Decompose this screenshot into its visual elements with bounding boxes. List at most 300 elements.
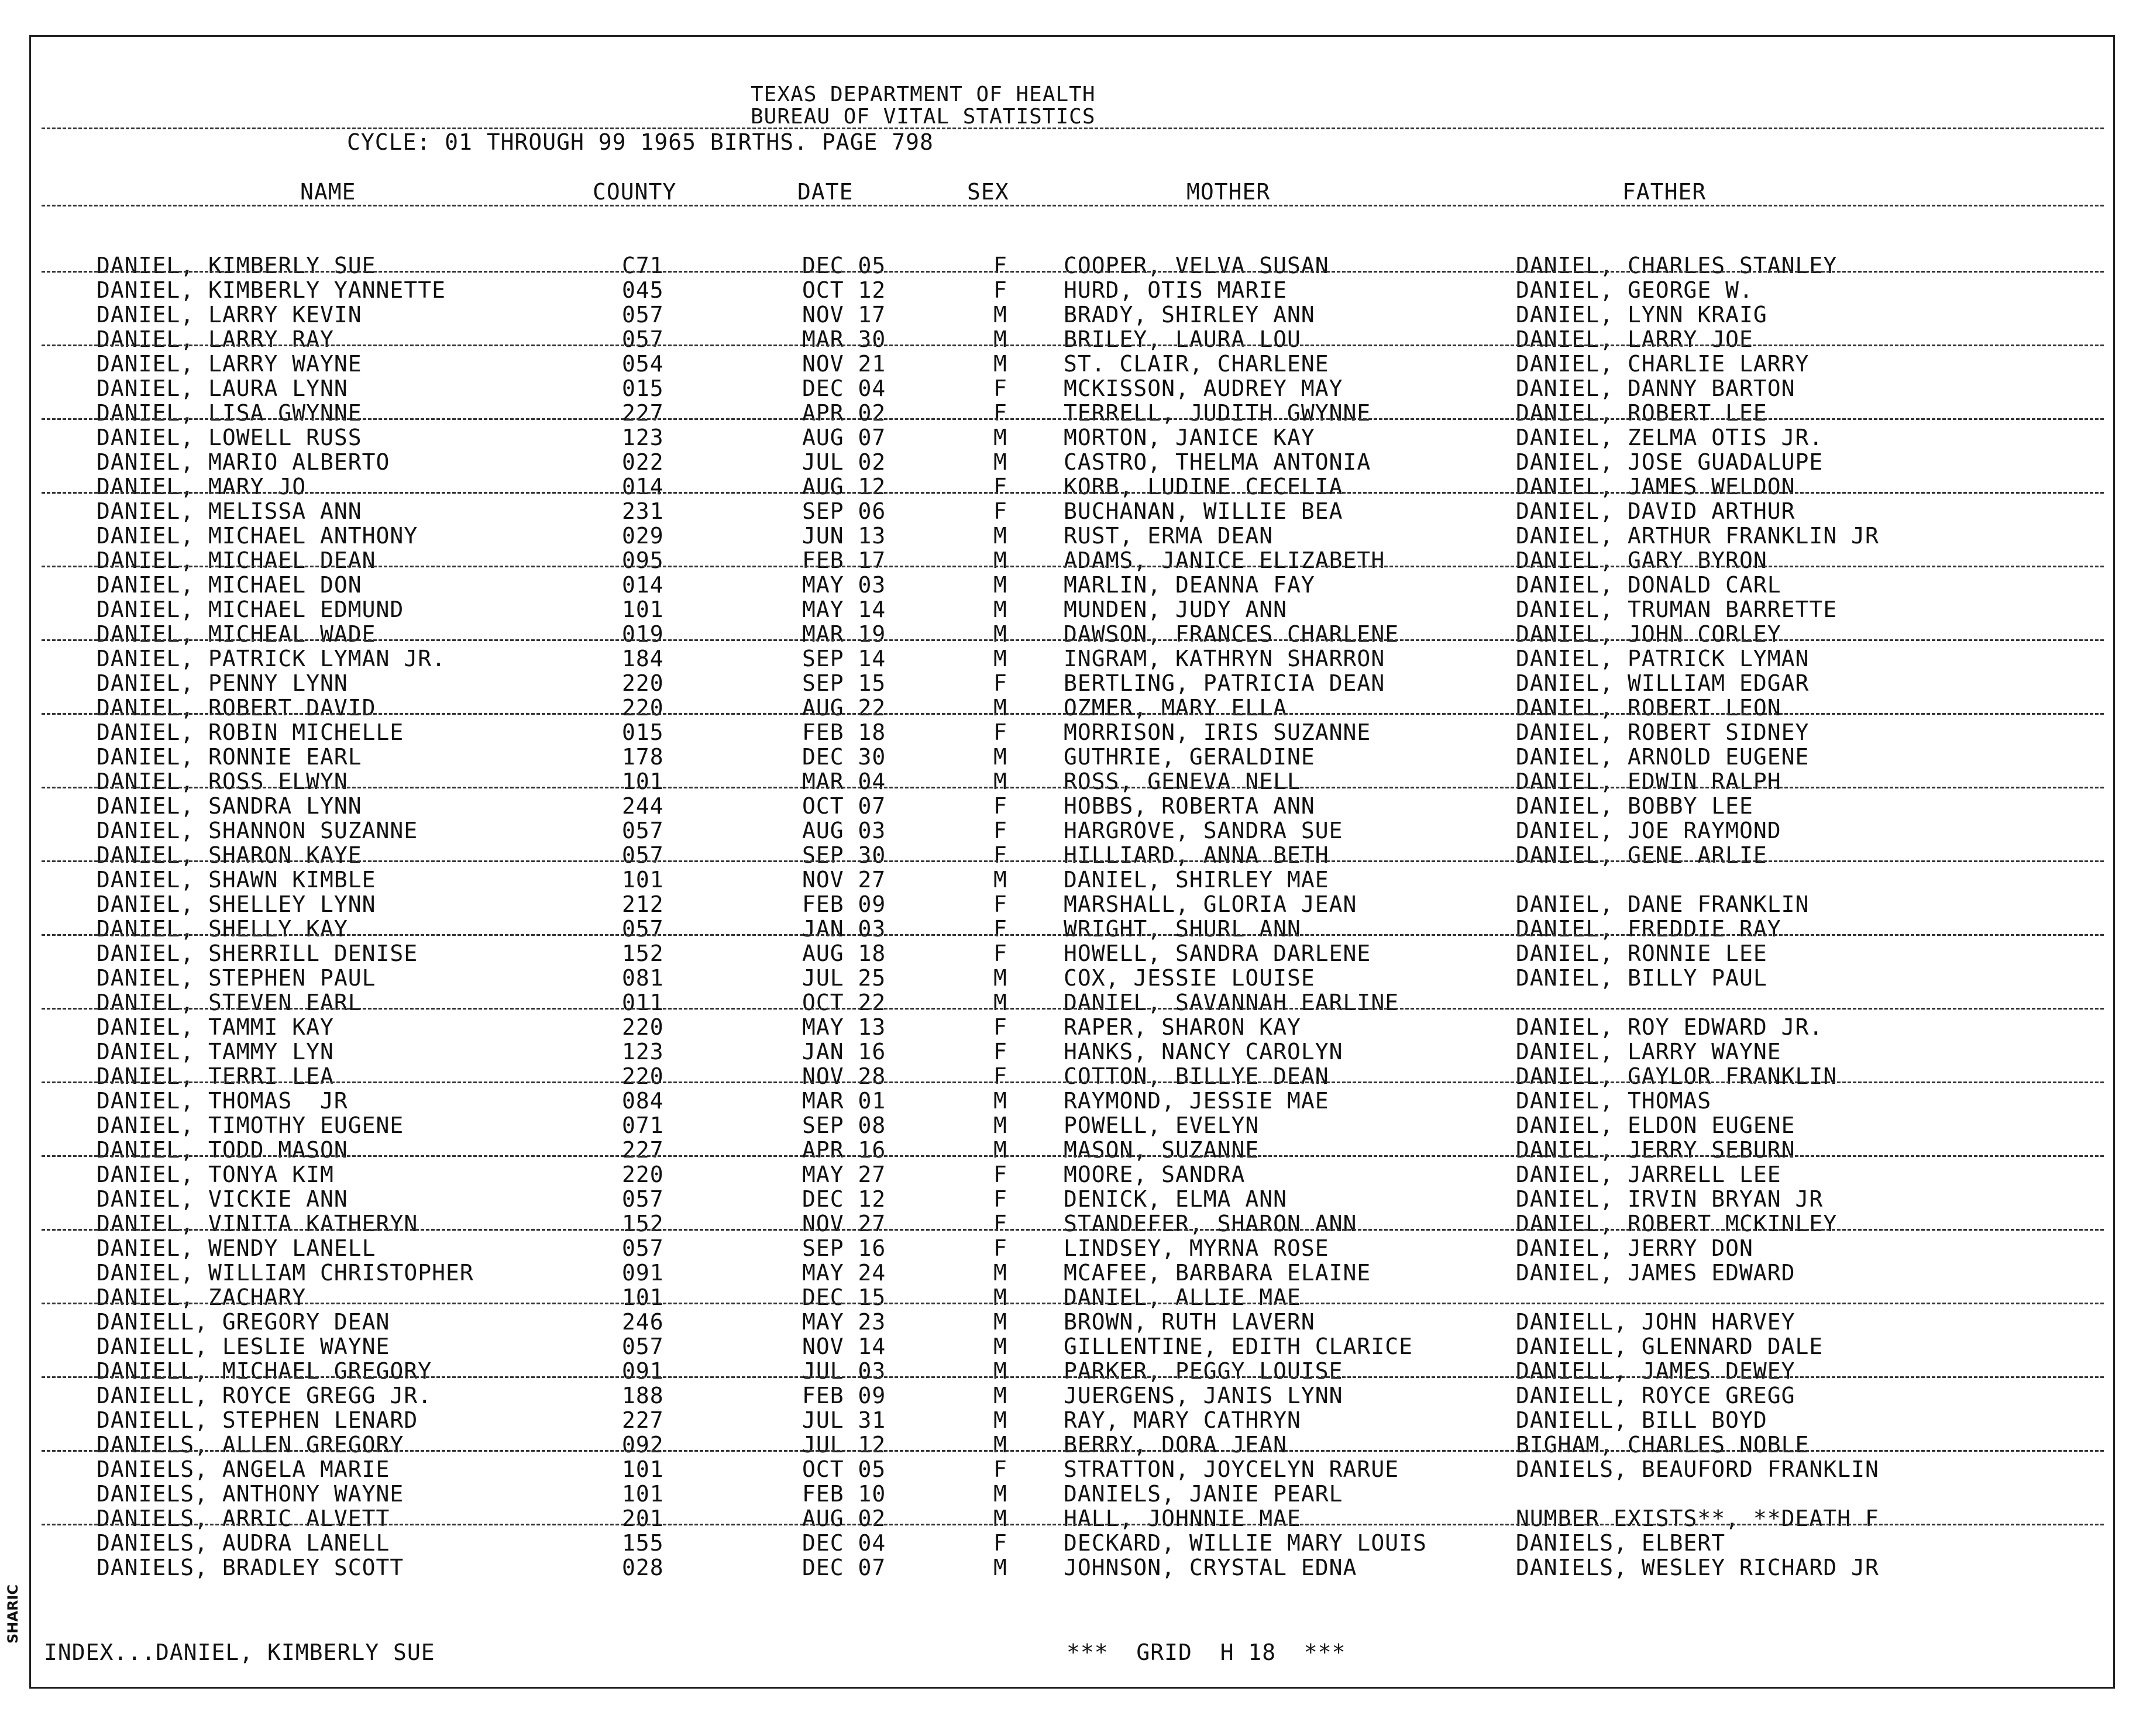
cell-name: DANIEL, MICHAEL EDMUND (97, 597, 404, 622)
cell-mother: DANIEL, SAVANNAH EARLINE (1064, 990, 1399, 1015)
cell-county: 123 (622, 425, 664, 450)
cell-mother: MARLIN, DEANNA FAY (1064, 572, 1315, 598)
cell-name: DANIEL, MICHEAL WADE (97, 621, 376, 647)
table-row (31, 1531, 2113, 1555)
cell-mother: BERRY, DORA JEAN (1064, 1432, 1288, 1458)
table-row (31, 1015, 2113, 1039)
cell-father: DANIEL, LARRY JOE (1516, 326, 1753, 352)
cell-mother: HILLIARD, ANNA BETH (1064, 842, 1329, 868)
cell-sex: F (993, 253, 1007, 278)
table-row (31, 376, 2113, 401)
table-row (31, 720, 2113, 745)
cell-name: DANIEL, TAMMY LYN (97, 1039, 334, 1065)
cell-mother: RUST, ERMA DEAN (1064, 523, 1274, 549)
cell-sex: F (993, 498, 1007, 524)
cell-date: MAR 30 (802, 326, 886, 352)
cell-sex: M (993, 965, 1007, 991)
cell-county: 015 (622, 376, 664, 401)
cell-father: DANIELL, GLENNARD DALE (1516, 1334, 1824, 1359)
cell-date: NOV 17 (802, 302, 886, 328)
cell-date: DEC 04 (802, 1530, 886, 1556)
cell-father: DANIEL, ROBERT LEON (1516, 695, 1781, 721)
side-mark: SHARIC (5, 1585, 21, 1644)
cell-father: DANIEL, GEORGE W. (1516, 277, 1753, 303)
cell-name: DANIEL, LARRY WAYNE (97, 351, 362, 377)
cell-father: DANIEL, CHARLES STANLEY (1516, 253, 1838, 278)
document-sheet (29, 35, 2115, 1689)
cell-county: 101 (622, 867, 664, 893)
cell-county: 212 (622, 891, 664, 917)
cell-mother: RAYMOND, JESSIE MAE (1064, 1088, 1329, 1114)
cell-name: DANIELL, ROYCE GREGG JR. (97, 1383, 432, 1408)
cell-mother: ADAMS, JANICE ELIZABETH (1064, 547, 1385, 573)
cell-date: FEB 18 (802, 719, 886, 745)
cell-mother: TERRELL, JUDITH GWYNNE (1064, 400, 1371, 426)
cell-county: 101 (622, 769, 664, 794)
cell-county: 220 (622, 1063, 664, 1089)
cell-sex: M (993, 1432, 1007, 1458)
cell-name: DANIEL, STEVEN EARL (97, 990, 362, 1015)
cell-father: NUMBER EXISTS**, **DEATH F (1516, 1506, 1879, 1531)
cell-father: DANIEL, GENE ARLIE (1516, 842, 1767, 868)
cell-date: DEC 15 (802, 1284, 886, 1310)
row-separator (42, 1450, 2104, 1452)
cell-father: DANIELS, WESLEY RICHARD JR (1516, 1555, 1879, 1580)
row-separator (42, 1008, 2104, 1010)
cell-name: DANIEL, SHELLY KAY (97, 916, 348, 942)
cell-sex: M (993, 425, 1007, 450)
cell-county: 123 (622, 1039, 664, 1065)
cell-mother: BERTLING, PATRICIA DEAN (1064, 670, 1385, 696)
cell-county: 246 (622, 1309, 664, 1335)
cell-date: DEC 05 (802, 253, 886, 278)
table-row (31, 695, 2113, 720)
table-row (31, 1359, 2113, 1383)
cell-mother: STRATTON, JOYCELYN RARUE (1064, 1456, 1399, 1482)
cell-date: FEB 09 (802, 891, 886, 917)
table-row (31, 1260, 2113, 1285)
cell-sex: F (993, 474, 1007, 500)
cell-county: 227 (622, 400, 664, 426)
cell-mother: LINDSEY, MYRNA ROSE (1064, 1235, 1329, 1261)
cell-father: DANIEL, ROBERT LEE (1516, 400, 1767, 426)
cell-mother: HOWELL, SANDRA DARLENE (1064, 941, 1371, 966)
cell-father: DANIEL, ELDON EUGENE (1516, 1112, 1795, 1138)
cell-county: 057 (622, 1334, 664, 1359)
cell-sex: F (993, 1530, 1007, 1556)
cell-sex: F (993, 1456, 1007, 1482)
row-separator (42, 639, 2104, 641)
cell-mother: MOORE, SANDRA (1064, 1162, 1246, 1187)
cell-date: MAY 13 (802, 1014, 886, 1040)
cell-county: 152 (622, 1211, 664, 1236)
table-row (31, 1089, 2113, 1113)
cell-name: DANIEL, MELISSA ANN (97, 498, 362, 524)
cell-date: JUN 13 (802, 523, 886, 549)
cell-mother: MORRISON, IRIS SUZANNE (1064, 719, 1371, 745)
cell-sex: M (993, 1407, 1007, 1433)
cell-county: 220 (622, 670, 664, 696)
cell-date: MAR 01 (802, 1088, 886, 1114)
table-row (31, 941, 2113, 966)
cell-father: DANIEL, DANNY BARTON (1516, 376, 1795, 401)
cell-sex: M (993, 646, 1007, 671)
cell-date: DEC 07 (802, 1555, 886, 1580)
cell-county: 057 (622, 818, 664, 843)
cell-name: DANIELS, ANGELA MARIE (97, 1456, 390, 1482)
cell-date: NOV 14 (802, 1334, 886, 1359)
row-separator (42, 1155, 2104, 1157)
table-row (31, 1236, 2113, 1260)
table-row (31, 1211, 2113, 1236)
cell-mother: HOBBS, ROBERTA ANN (1064, 793, 1315, 819)
row-separator (42, 566, 2104, 567)
table-row (31, 1187, 2113, 1211)
cell-name: DANIEL, ZACHARY (97, 1284, 307, 1310)
cell-date: JAN 16 (802, 1039, 886, 1065)
cell-sex: F (993, 1186, 1007, 1212)
cell-date: NOV 27 (802, 867, 886, 893)
bureau-title: BUREAU OF VITAL STATISTICS (751, 105, 1096, 129)
cell-sex: F (993, 277, 1007, 303)
cell-mother: DANIELS, JANIE PEARL (1064, 1481, 1343, 1507)
cell-county: 101 (622, 597, 664, 622)
cell-mother: BRILEY, LAURA LOU (1064, 326, 1301, 352)
cell-name: DANIEL, ROSS ELWYN (97, 769, 348, 794)
row-separator (42, 1524, 2104, 1525)
table-row (31, 523, 2113, 548)
cell-father: DANIEL, THOMAS (1516, 1088, 1712, 1114)
cell-mother: HARGROVE, SANDRA SUE (1064, 818, 1343, 843)
table-row (31, 597, 2113, 622)
table-row (31, 1113, 2113, 1138)
cell-county: 057 (622, 1186, 664, 1212)
cell-date: AUG 02 (802, 1506, 886, 1531)
table-row (31, 745, 2113, 769)
cell-county: 022 (622, 449, 664, 475)
cell-mother: DECKARD, WILLIE MARY LOUIS (1064, 1530, 1427, 1556)
cell-county: 227 (622, 1137, 664, 1163)
cell-county: 092 (622, 1432, 664, 1458)
cell-name: DANIEL, PATRICK LYMAN JR. (97, 646, 446, 671)
cell-father: DANIEL, PATRICK LYMAN (1516, 646, 1810, 671)
table-row (31, 352, 2113, 376)
cell-date: AUG 18 (802, 941, 886, 966)
cell-sex: M (993, 1137, 1007, 1163)
row-separator (42, 1229, 2104, 1231)
cell-county: 057 (622, 1235, 664, 1261)
cell-county: 227 (622, 1407, 664, 1433)
cell-father: DANIEL, BOBBY LEE (1516, 793, 1753, 819)
cell-name: DANIEL, KIMBERLY YANNETTE (97, 277, 446, 303)
row-separator (42, 1081, 2104, 1083)
cell-name: DANIEL, MICHAEL DON (97, 572, 362, 598)
cell-mother: DAWSON, FRANCES CHARLENE (1064, 621, 1399, 647)
table-row (31, 671, 2113, 695)
cell-name: DANIEL, WILLIAM CHRISTOPHER (97, 1260, 474, 1286)
cell-county: 231 (622, 498, 664, 524)
cell-sex: F (993, 891, 1007, 917)
table-row (31, 425, 2113, 450)
cell-name: DANIEL, SHELLEY LYNN (97, 891, 376, 917)
cell-father: DANIEL, FREDDIE RAY (1516, 916, 1781, 942)
cell-name: DANIEL, LAURA LYNN (97, 376, 348, 401)
cell-father: DANIEL, DAVID ARTHUR (1516, 498, 1795, 524)
column-header-sex: SEX (967, 179, 1009, 205)
row-separator (42, 787, 2104, 788)
cell-mother: KORB, LUDINE CECELIA (1064, 474, 1343, 500)
cell-name: DANIEL, ROBIN MICHELLE (97, 719, 404, 745)
cell-name: DANIEL, RONNIE EARL (97, 744, 362, 770)
cell-name: DANIELL, GREGORY DEAN (97, 1309, 390, 1335)
table-row (31, 499, 2113, 523)
cell-father: DANIEL, ZELMA OTIS JR. (1516, 425, 1824, 450)
cell-county: 084 (622, 1088, 664, 1114)
cell-date: MAR 04 (802, 769, 886, 794)
agency-title: TEXAS DEPARTMENT OF HEALTH (751, 82, 1096, 106)
table-row (31, 917, 2113, 941)
cell-mother: HURD, OTIS MARIE (1064, 277, 1288, 303)
cell-county: 184 (622, 646, 664, 671)
cell-county: 220 (622, 695, 664, 721)
cell-sex: M (993, 597, 1007, 622)
cell-name: DANIEL, LISA GWYNNE (97, 400, 362, 426)
cell-name: DANIEL, TAMMI KAY (97, 1014, 334, 1040)
row-separator (42, 492, 2104, 494)
cell-mother: COTTON, BILLYE DEAN (1064, 1063, 1329, 1089)
cell-date: NOV 27 (802, 1211, 886, 1236)
cell-name: DANIEL, PENNY LYNN (97, 670, 348, 696)
cell-date: SEP 30 (802, 842, 886, 868)
table-row (31, 1285, 2113, 1310)
cell-date: FEB 10 (802, 1481, 886, 1507)
cell-name: DANIEL, ROBERT DAVID (97, 695, 376, 721)
cell-mother: BRADY, SHIRLEY ANN (1064, 302, 1315, 328)
cell-sex: M (993, 1088, 1007, 1114)
table-row (31, 302, 2113, 327)
cell-sex: M (993, 1112, 1007, 1138)
cell-father: DANIEL, WILLIAM EDGAR (1516, 670, 1810, 696)
cell-date: OCT 05 (802, 1456, 886, 1482)
cell-date: NOV 28 (802, 1063, 886, 1089)
cell-date: JUL 12 (802, 1432, 886, 1458)
cell-sex: M (993, 744, 1007, 770)
cell-father: DANIEL, DONALD CARL (1516, 572, 1781, 598)
cell-mother: DANIEL, SHIRLEY MAE (1064, 867, 1329, 893)
cell-mother: ST. CLAIR, CHARLENE (1064, 351, 1329, 377)
cell-sex: M (993, 302, 1007, 328)
cell-father: DANIEL, TRUMAN BARRETTE (1516, 597, 1838, 622)
cell-father: DANIEL, IRVIN BRYAN JR (1516, 1186, 1824, 1212)
table-row (31, 474, 2113, 499)
cell-county: 057 (622, 916, 664, 942)
cell-sex: M (993, 1284, 1007, 1310)
cell-sex: F (993, 1063, 1007, 1089)
cell-county: 095 (622, 547, 664, 573)
cell-mother: DENICK, ELMA ANN (1064, 1186, 1288, 1212)
cell-name: DANIEL, SANDRA LYNN (97, 793, 362, 819)
cell-date: AUG 07 (802, 425, 886, 450)
table-row (31, 892, 2113, 917)
cell-sex: F (993, 1211, 1007, 1236)
cell-sex: F (993, 400, 1007, 426)
cell-mother: STANDEFER, SHARON ANN (1064, 1211, 1357, 1236)
table-row (31, 253, 2113, 278)
cell-name: DANIELS, ARRIC ALVETT (97, 1506, 390, 1531)
cell-mother: RAPER, SHARON KAY (1064, 1014, 1301, 1040)
cell-name: DANIEL, SHARON KAYE (97, 842, 362, 868)
cell-name: DANIEL, THOMAS JR (97, 1088, 348, 1114)
table-row (31, 1506, 2113, 1531)
cell-sex: F (993, 818, 1007, 843)
cell-county: 091 (622, 1358, 664, 1384)
cell-date: JUL 31 (802, 1407, 886, 1433)
table-row (31, 843, 2113, 867)
cell-sex: M (993, 1358, 1007, 1384)
cell-father: DANIEL, JARRELL LEE (1516, 1162, 1781, 1187)
table-row (31, 1408, 2113, 1432)
cell-date: MAY 14 (802, 597, 886, 622)
cell-father: DANIEL, ARTHUR FRANKLIN JR (1516, 523, 1879, 549)
cell-name: DANIELL, STEPHEN LENARD (97, 1407, 418, 1433)
row-separator (42, 345, 2104, 346)
cell-father: DANIEL, JOHN CORLEY (1516, 621, 1781, 647)
cell-date: OCT 22 (802, 990, 886, 1015)
cell-sex: M (993, 1506, 1007, 1531)
cell-county: 091 (622, 1260, 664, 1286)
table-row (31, 1432, 2113, 1457)
cell-date: DEC 12 (802, 1186, 886, 1212)
cell-sex: F (993, 1235, 1007, 1261)
row-separator (42, 713, 2104, 715)
cell-county: 101 (622, 1284, 664, 1310)
cell-date: JUL 03 (802, 1358, 886, 1384)
column-header-county: COUNTY (593, 179, 677, 205)
cell-county: 019 (622, 621, 664, 647)
cell-sex: F (993, 941, 1007, 966)
cell-county: 244 (622, 793, 664, 819)
cell-father: DANIELL, JAMES DEWEY (1516, 1358, 1795, 1384)
cell-name: DANIEL, TONYA KIM (97, 1162, 334, 1187)
cell-father: DANIEL, DANE FRANKLIN (1516, 891, 1810, 917)
cell-sex: F (993, 1162, 1007, 1187)
table-row (31, 769, 2113, 794)
cell-mother: MARSHALL, GLORIA JEAN (1064, 891, 1357, 917)
cell-sex: M (993, 1555, 1007, 1580)
row-separator (42, 271, 2104, 273)
table-row (31, 327, 2113, 352)
cell-date: MAR 19 (802, 621, 886, 647)
cell-county: 071 (622, 1112, 664, 1138)
table-row (31, 990, 2113, 1015)
cell-name: DANIELS, ALLEN GREGORY (97, 1432, 404, 1458)
cell-sex: M (993, 769, 1007, 794)
table-row (31, 646, 2113, 671)
cell-date: SEP 08 (802, 1112, 886, 1138)
cell-county: 057 (622, 302, 664, 328)
cell-sex: F (993, 842, 1007, 868)
cell-father: DANIEL, JERRY SEBURN (1516, 1137, 1795, 1163)
cell-father: DANIEL, GARY BYRON (1516, 547, 1767, 573)
cell-father: DANIEL, LYNN KRAIG (1516, 302, 1767, 328)
cell-date: DEC 30 (802, 744, 886, 770)
cell-mother: COX, JESSIE LOUISE (1064, 965, 1315, 991)
cell-county: 101 (622, 1456, 664, 1482)
cell-date: AUG 22 (802, 695, 886, 721)
cell-name: DANIEL, SHAWN KIMBLE (97, 867, 376, 893)
row-separator (42, 934, 2104, 936)
cell-county: 178 (622, 744, 664, 770)
cell-sex: M (993, 621, 1007, 647)
row-separator (42, 860, 2104, 862)
cell-name: DANIEL, LARRY RAY (97, 326, 334, 352)
cell-sex: F (993, 1039, 1007, 1065)
cell-date: MAY 27 (802, 1162, 886, 1187)
row-separator (42, 1376, 2104, 1378)
cell-father: DANIEL, LARRY WAYNE (1516, 1039, 1781, 1065)
cell-father: DANIEL, JOE RAYMOND (1516, 818, 1781, 843)
cell-father: DANIELS, ELBERT (1516, 1530, 1726, 1556)
cell-county: 220 (622, 1014, 664, 1040)
cell-sex: M (993, 1260, 1007, 1286)
cell-county: 028 (622, 1555, 664, 1580)
cell-date: SEP 15 (802, 670, 886, 696)
cell-sex: F (993, 670, 1007, 696)
column-header-father: FATHER (1622, 179, 1707, 205)
cell-name: DANIEL, SHANNON SUZANNE (97, 818, 418, 843)
cell-name: DANIEL, MICHAEL ANTHONY (97, 523, 418, 549)
cell-father: DANIEL, GAYLOR FRANKLIN (1516, 1063, 1838, 1089)
index-footer: INDEX...DANIEL, KIMBERLY SUE (44, 1639, 435, 1665)
cell-father: DANIEL, JAMES WELDON (1516, 474, 1795, 500)
cell-father: DANIELL, JOHN HARVEY (1516, 1309, 1795, 1335)
cell-mother: PARKER, PEGGY LOUISE (1064, 1358, 1343, 1384)
table-row (31, 1334, 2113, 1359)
cell-father: DANIEL, ROBERT MCKINLEY (1516, 1211, 1838, 1236)
cell-date: OCT 07 (802, 793, 886, 819)
cell-name: DANIEL, TERRI LEA (97, 1063, 334, 1089)
cell-father: DANIEL, JERRY DON (1516, 1235, 1753, 1261)
cell-mother: GUTHRIE, GERALDINE (1064, 744, 1315, 770)
table-row (31, 794, 2113, 818)
cell-date: SEP 14 (802, 646, 886, 671)
cell-date: DEC 04 (802, 376, 886, 401)
cell-sex: M (993, 695, 1007, 721)
cell-county: 188 (622, 1383, 664, 1408)
cell-name: DANIEL, TODD MASON (97, 1137, 348, 1163)
cell-county: 155 (622, 1530, 664, 1556)
cell-father: DANIEL, ROY EDWARD JR. (1516, 1014, 1824, 1040)
cell-mother: MUNDEN, JUDY ANN (1064, 597, 1288, 622)
cell-name: DANIEL, SHERRILL DENISE (97, 941, 418, 966)
cell-sex: M (993, 547, 1007, 573)
cell-county: 045 (622, 277, 664, 303)
cell-county: 201 (622, 1506, 664, 1531)
cell-sex: F (993, 719, 1007, 745)
cell-mother: JOHNSON, CRYSTAL EDNA (1064, 1555, 1357, 1580)
cell-sex: M (993, 572, 1007, 598)
table-row (31, 450, 2113, 474)
cell-date: MAY 24 (802, 1260, 886, 1286)
column-header-date: DATE (797, 179, 854, 205)
cell-date: AUG 03 (802, 818, 886, 843)
table-row (31, 1555, 2113, 1580)
table-row (31, 401, 2113, 425)
cell-date: FEB 09 (802, 1383, 886, 1408)
cell-mother: JUERGENS, JANIS LYNN (1064, 1383, 1343, 1408)
table-row (31, 622, 2113, 646)
cell-father: DANIEL, JOSE GUADALUPE (1516, 449, 1824, 475)
